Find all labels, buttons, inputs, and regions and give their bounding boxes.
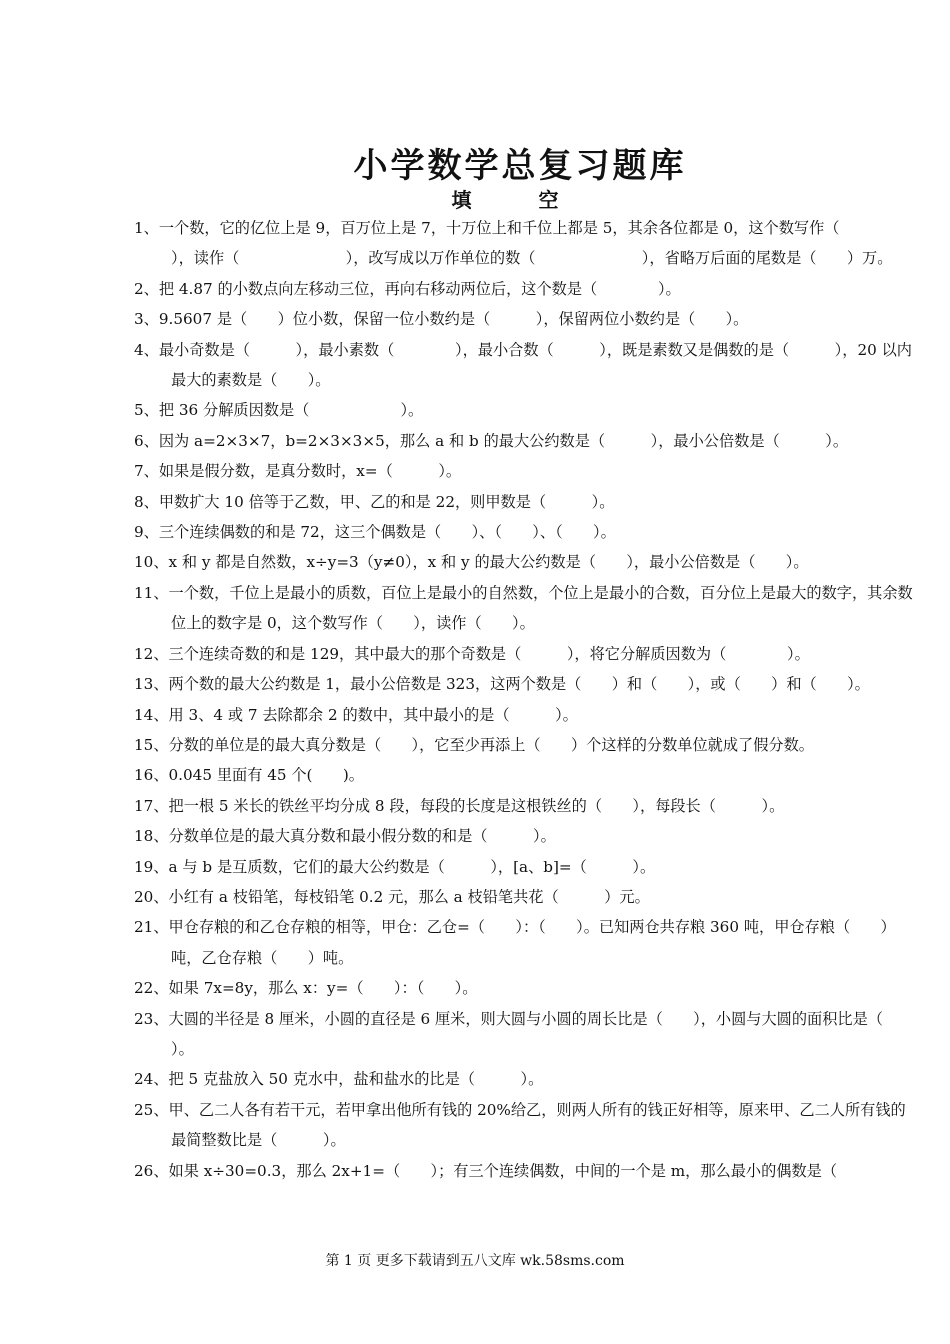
question-list — [134, 213, 946, 1186]
question-item: 24、把 5 克盐放入 50 克水中，盐和盐水的比是（ ）。 — [134, 1070, 544, 1089]
page-title: 小学数学总复习题库 — [353, 146, 687, 186]
question-item: 7、如果是假分数，是真分数时，x=（ ）。 — [134, 462, 462, 481]
question-item: 10、x 和 y 都是自然数，x÷y=3（y≠0），x 和 y 的最大公约数是（ ），最小公倍数是（ ）。 — [134, 553, 809, 572]
question-item: 8、甲数扩大 10 倍等于乙数，甲、乙的和是 22，则甲数是（ ）。 — [134, 492, 615, 511]
page-footer: 第 1 页 更多下载请到五八文库 wk.58sms.com — [325, 1253, 625, 1269]
question-item: 20、小红有 a 枝铅笔，每枝铅笔 0.2 元，那么 a 枝铅笔共花（ ）元。 — [134, 887, 650, 906]
question-item: 17、把一根 5 米长的铁丝平均分成 8 段，每段的长度是这根铁丝的（ ），每段长（ ）。 — [134, 796, 785, 815]
question-item: 11、一个数，千位上是最小的质数，百位上是最小的自然数，个位上是最小的合数，百分位上是最大的数字，其余数位上的数字是 0，这个数写作（ ），读作（ ）。 — [134, 583, 913, 633]
question-item: 22、如果 7x=8y，那么 x：y=（ ）：（ ）。 — [134, 979, 478, 998]
question-item: 18、分数单位是的最大真分数和最小假分数的和是（ ）。 — [134, 827, 556, 846]
question-item: 16、0.045 里面有 45 个( )。 — [134, 766, 364, 785]
question-item: 6、因为 a=2×3×7，b=2×3×3×5，那么 a 和 b 的最大公约数是（ ），最小公倍数是（ ）。 — [134, 431, 849, 450]
question-item: 1、一个数，它的亿位上是 9，百万位上是 7，十万位上和千位上都是 5，其余各位都是 0，这个数写作（ ），读作（ ），改写成以万作单位的数（ ），省略万后面的尾数是（ ）万。 — [134, 219, 946, 268]
section-title: 填 空 — [451, 188, 589, 212]
question-item: 23、大圆的半径是 8 厘米，小圆的直径是 6 厘米，则大圆与小圆的周长比是（ ），小圆与大圆的面积比是（ ）。 — [134, 1009, 914, 1058]
question-item: 25、甲、乙二人各有若干元，若甲拿出他所有钱的 20%给乙，则两人所有的钱正好相等，原来甲、乙二人所有钱的最简整数比是（ ）。 — [134, 1100, 906, 1150]
question-item: 13、两个数的最大公约数是 1，最小公倍数是 323，这两个数是（ ）和（ ），或（ ）和（ ）。 — [134, 675, 870, 694]
question-item: 9、三个连续偶数的和是 72，这三个偶数是（ ）、（ ）、（ ）。 — [134, 523, 616, 542]
question-item: 4、最小奇数是（ ），最小素数（ ），最小合数（ ），既是素数又是偶数的是（ ），20 以内最大的素数是（ ）。 — [134, 340, 912, 390]
question-item: 2、把 4.87 的小数点向左移动三位，再向右移动两位后，这个数是（ ）。 — [134, 279, 681, 298]
question-item: 21、甲仓存粮的和乙仓存粮的相等，甲仓：乙仓=（ ）：（ ）。已知两仓共存粮 360 吨，甲仓存粮（ ）吨，乙仓存粮（ ）吨。 — [134, 918, 896, 967]
question-item: 3、9.5607 是（ ）位小数，保留一位小数约是（ ），保留两位小数约是（ ）。 — [134, 310, 749, 329]
question-item: 15、分数的单位是的最大真分数是（ ），它至少再添上（ ）个这样的分数单位就成了假分数。 — [134, 735, 814, 754]
question-item: 12、三个连续奇数的和是 129，其中最大的那个奇数是（ ），将它分解质因数为（ ）。 — [134, 644, 810, 663]
question-item: 14、用 3、4 或 7 去除都余 2 的数中，其中最小的是（ ）。 — [134, 705, 578, 724]
question-item: 19、a 与 b 是互质数，它们的最大公约数是（ ），[a、b]=（ ）。 — [134, 857, 656, 876]
question-item: 5、把 36 分解质因数是（ ）。 — [134, 401, 424, 420]
question-item: 26、如果 x÷30=0.3，那么 2x+1=（ ）；有三个连续偶数，中间的一个是 m，那么最小的偶数是（ — [134, 1161, 838, 1180]
